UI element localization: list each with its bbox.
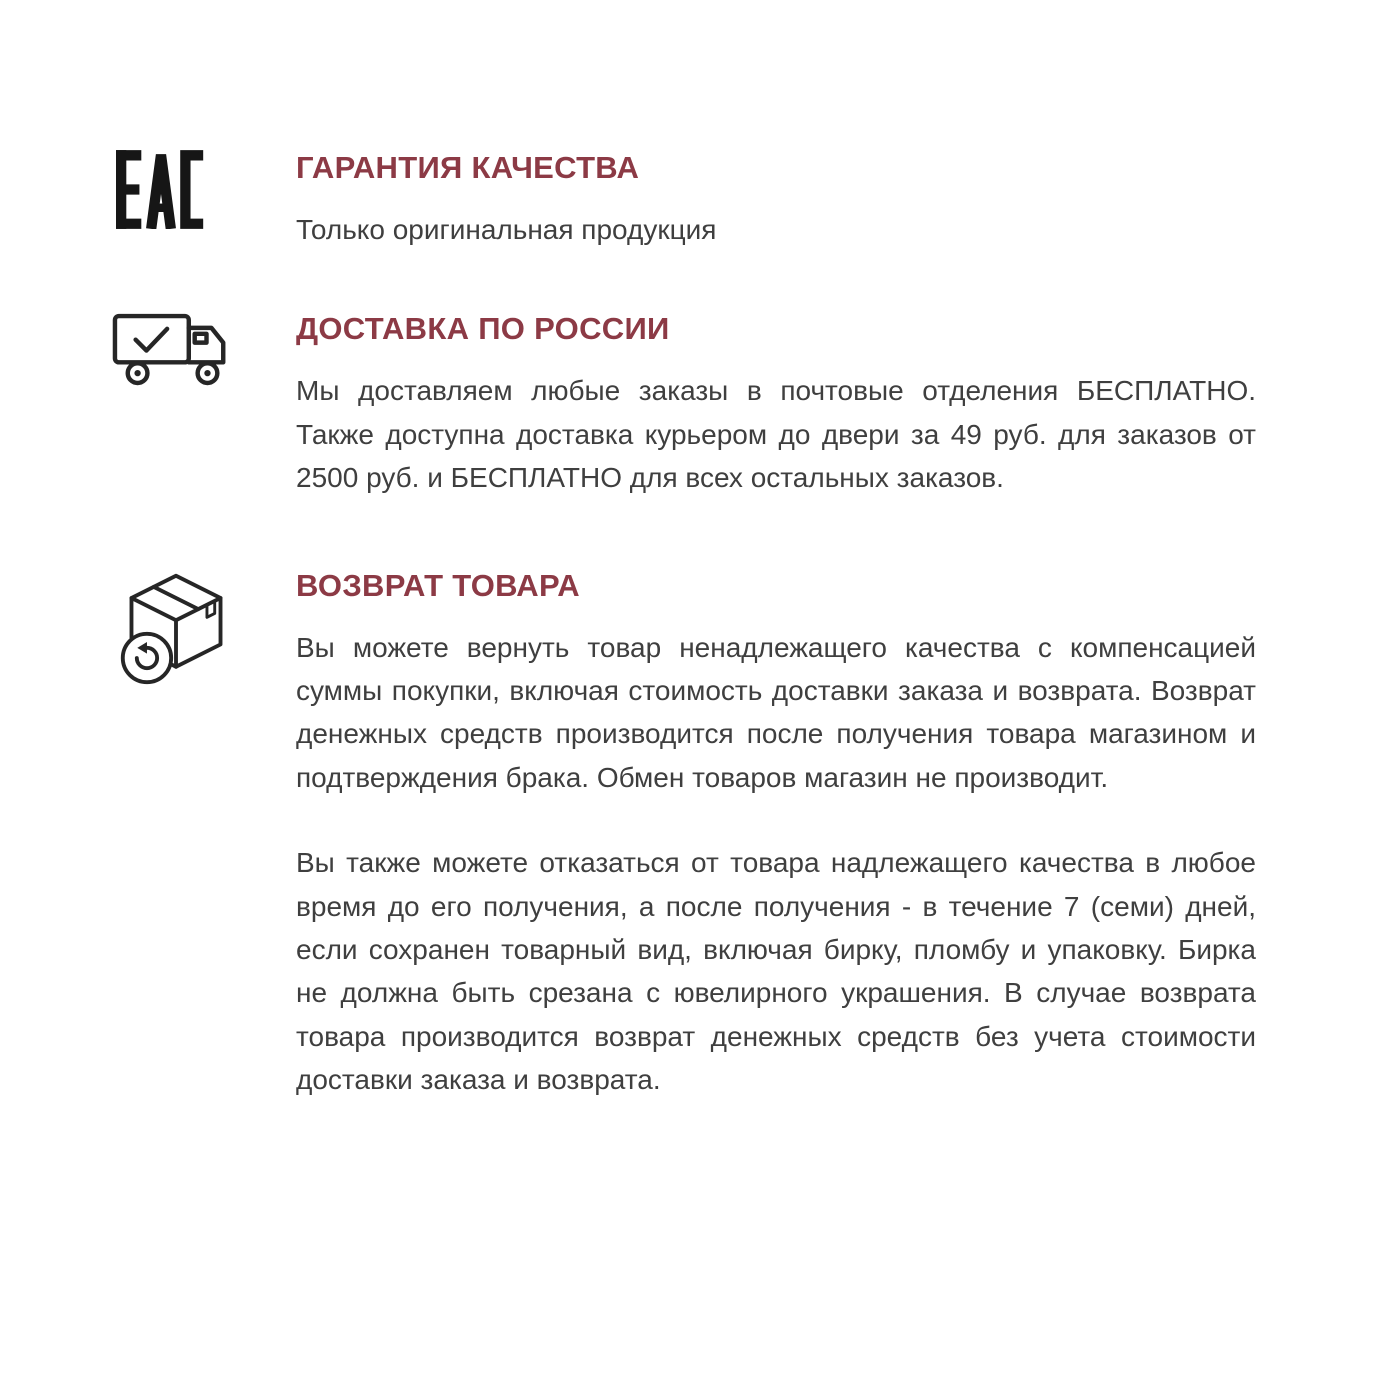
eac-mark-icon [116,150,206,229]
icon-column [112,309,296,397]
section-title: ВОЗВРАТ ТОВАРА [296,567,580,603]
section-delivery [112,309,1256,499]
text-column [296,309,1256,499]
section-text: Только оригинальная продукция [296,214,717,246]
text-column [296,566,1256,1102]
section-text: Мы доставляем любые заказы в почтовые отделения БЕСПЛАТНО. Также доступна доставка курьером до двери за 49 руб. для заказов от 2500 руб. и БЕСПЛАТНО для всех остальных заказов. [296,375,1256,494]
section-quality-guarantee [112,148,1256,251]
section-text: Вы можете вернуть товар ненадлежащего качества с компенсацией суммы покупки, включая стоимость доставки заказа и возврата. Возврат денежных средств производится после получения товара магазином и подтверждения брака. Обмен товаров магазин не производит. [296,631,1256,793]
package-return-icon [112,568,240,688]
text-column [296,148,1256,251]
delivery-truck-icon [112,311,238,392]
icon-column [112,148,296,234]
icon-column [112,566,296,693]
section-title: ГАРАНТИЯ КАЧЕСТВА [296,150,640,185]
section-returns [112,566,1256,1102]
section-title: ДОСТАВКА ПО РОССИИ [296,311,670,347]
section-text: Вы также можете отказаться от товара надлежащего качества в любое время до его получения, а после получения - в течение 7 (семи) дней, если сохранен товарный вид, включая бирку, пломбу и упаковку. Бирка не должна быть срезана с ювелирного украшения. В случае возврата товара производится возврат денежных средств без учета стоимости доставки заказа и возврата. [296,847,1256,1096]
